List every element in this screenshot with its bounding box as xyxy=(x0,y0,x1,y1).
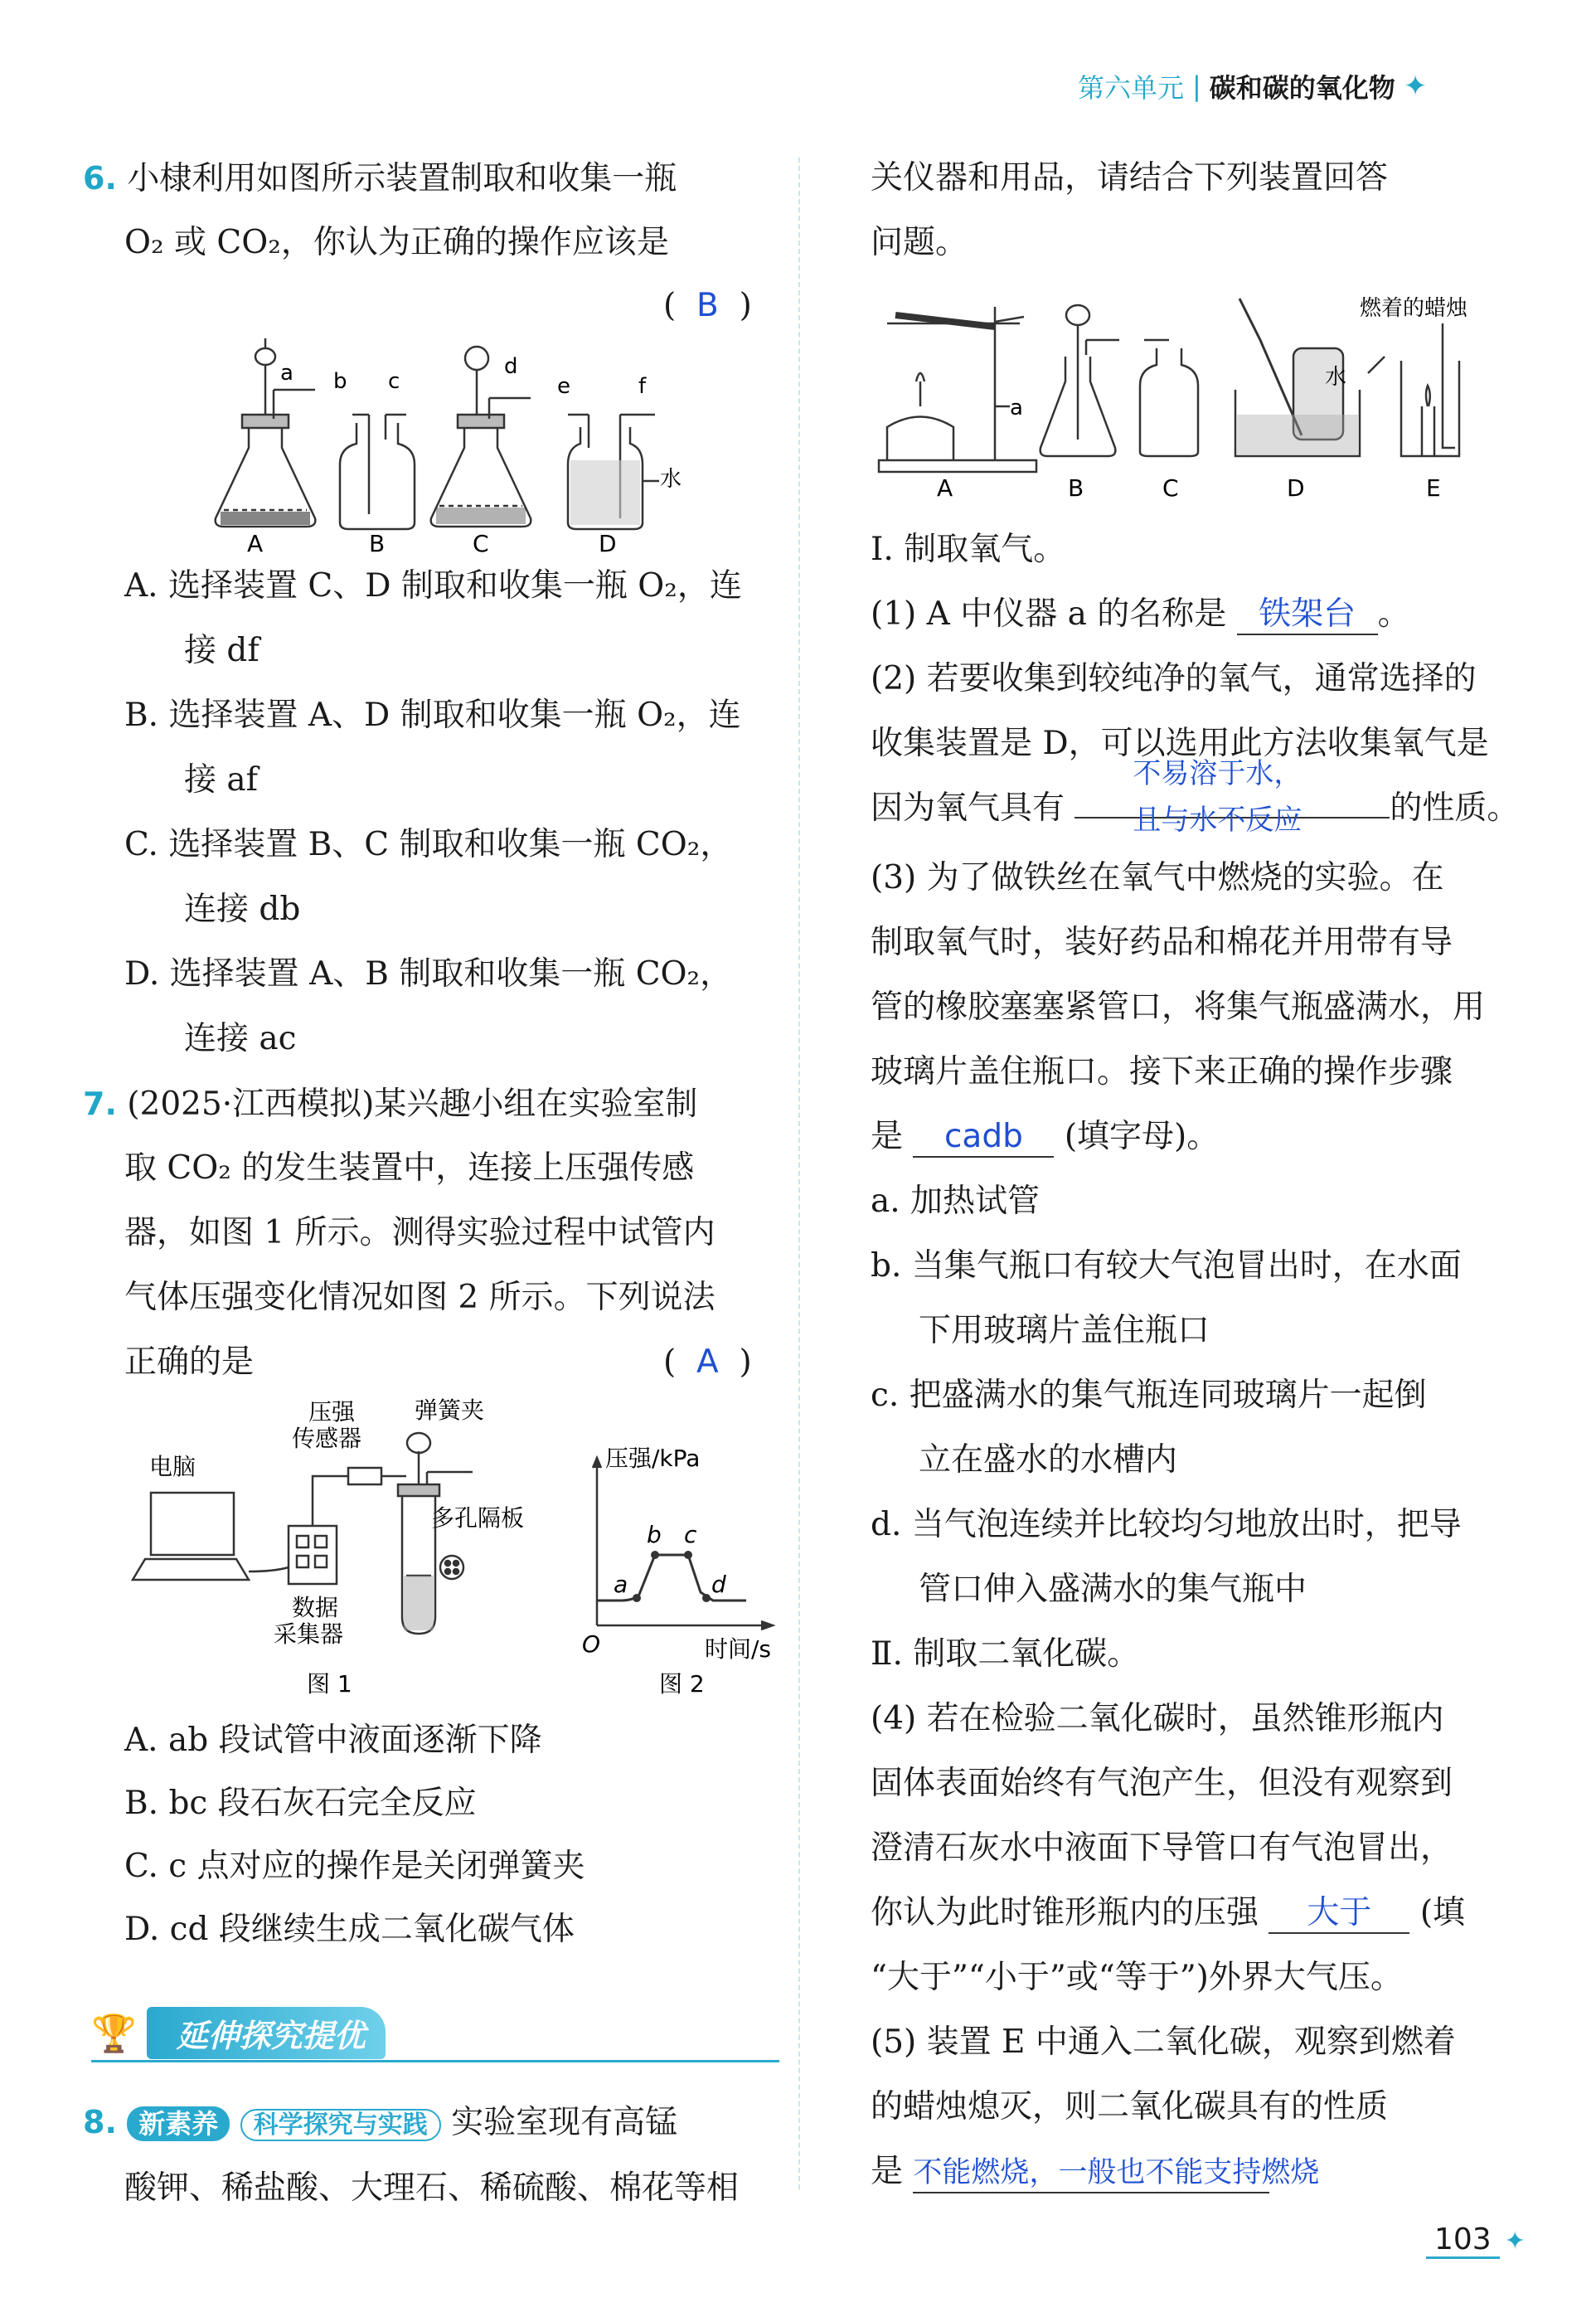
q6-answer-bracket: ( B ) xyxy=(663,287,752,324)
q8-sub2-line1: (2) 若要收集到较纯净的氧气，通常选择的 xyxy=(871,660,1477,697)
q8-sub4-line3: 澄清石灰水中液面下导管口有气泡冒出， xyxy=(871,1829,1453,1867)
q6-option-a-cont: 接 df xyxy=(184,632,260,669)
fig-label-B: B xyxy=(1068,474,1084,502)
question-number: 8. xyxy=(83,2104,117,2140)
q7-stem-line1 xyxy=(83,1071,697,1137)
point-d-label: d xyxy=(711,1571,726,1598)
q6-option-b-cont: 接 af xyxy=(184,761,259,799)
sub1-end: 。 xyxy=(1377,595,1410,633)
sub1-answer: 铁架台 xyxy=(1237,595,1378,635)
sparkle-icon: ✦ xyxy=(1504,2226,1526,2256)
fig-label-e: e xyxy=(557,374,570,399)
step-c: c. 把盛满水的集气瓶连同玻璃片一起倒 xyxy=(871,1377,1427,1414)
graph-origin: O xyxy=(582,1630,601,1658)
header-separator: | xyxy=(1192,70,1201,102)
q6-option-c: C. 选择装置 B、C 制取和收集一瓶 CO₂， xyxy=(124,826,733,863)
step-b: b. 当集气瓶口有较大气泡冒出时，在水面 xyxy=(871,1247,1462,1285)
new-literacy-tag: 新素养 xyxy=(127,2106,230,2141)
q7-stem-line5: 正确的是 xyxy=(124,1343,255,1381)
fig-label-water: 水 xyxy=(1325,365,1347,390)
q8-sub5-line2: 的蜡烛熄灭，则二氧化碳具有的性质 xyxy=(871,2088,1389,2125)
q6-apparatus-figure xyxy=(191,323,688,556)
q8-sub4-line4 xyxy=(871,1881,1465,1946)
fig-label-candle: 燃着的蜡烛 xyxy=(1360,296,1468,321)
graph-y-label: 压强/kPa xyxy=(605,1445,701,1472)
fig-label-C: C xyxy=(473,530,489,556)
sub2-text: 因为氧气具有 xyxy=(871,789,1065,827)
fig-label-c: c xyxy=(388,369,400,394)
part2-title: Ⅱ. 制取二氧化碳。 xyxy=(871,1635,1140,1673)
q8-sub2-line2: 收集装置是 D，可以选用此方法收集氧气是 xyxy=(871,725,1489,762)
q7-stem-line4: 气体压强变化情况如图 2 所示。下列说法 xyxy=(124,1279,716,1316)
page-number: 103 xyxy=(1426,2222,1500,2259)
sub3-answer: cadb xyxy=(913,1118,1054,1158)
sub4-text: 你认为此时锥形瓶内的压强 xyxy=(871,1894,1259,1931)
fig-label-B: B xyxy=(369,530,386,556)
fig-label-d: d xyxy=(504,354,518,379)
step-d-cont: 管口伸入盛满水的集气瓶中 xyxy=(919,1571,1307,1608)
sparkle-icon: ✦ xyxy=(1403,70,1428,103)
label-spring-clip: 弹簧夹 xyxy=(415,1397,485,1424)
unit-label: 第六单元 xyxy=(1078,72,1185,104)
q8-apparatus-figure xyxy=(871,290,1517,506)
question-number: 7. xyxy=(83,1086,117,1122)
sub2-end: 的性质。 xyxy=(1390,789,1520,827)
label-porous-plate: 多孔隔板 xyxy=(431,1504,525,1532)
q8-sub4-line5: “大于”“小于”或“等于”)外界大气压。 xyxy=(871,1959,1403,1996)
point-b-label: b xyxy=(647,1521,662,1548)
step-a: a. 加热试管 xyxy=(871,1183,1041,1220)
q7-stem-text1: (2025·江西模拟)某兴趣小组在实验室制 xyxy=(127,1086,698,1123)
q8-stem-text1: 实验室现有高锰 xyxy=(451,2104,678,2141)
fig1-caption: 图 1 xyxy=(307,1670,352,1698)
q8-stem-line3: 关仪器和用品，请结合下列装置回答 xyxy=(871,159,1389,197)
point-c-label: c xyxy=(684,1521,697,1548)
q7-option-d: D. cd 段继续生成二氧化碳气体 xyxy=(124,1911,575,1948)
part1-title: Ⅰ. 制取氧气。 xyxy=(871,531,1066,568)
sub3-end: (填字母)。 xyxy=(1064,1118,1220,1155)
q6-stem-line2: O₂ 或 CO₂，你认为正确的操作应该是 xyxy=(124,224,669,261)
q7-answer-bracket: ( A ) xyxy=(663,1343,752,1381)
q6-option-d-cont: 连接 ac xyxy=(184,1020,297,1057)
label-computer: 电脑 xyxy=(149,1453,196,1480)
q6-option-a: A. 选择装置 C、D 制取和收集一瓶 O₂，连 xyxy=(124,567,742,605)
fig-label-D: D xyxy=(1287,474,1305,502)
label-sensor-line1: 压强 xyxy=(308,1398,356,1426)
q7-answer: A xyxy=(696,1343,719,1381)
fig-label-a: a xyxy=(1010,396,1023,420)
fig-label-A: A xyxy=(247,530,264,556)
q8-sub3-line4: 玻璃片盖住瓶口。接下来正确的操作步骤 xyxy=(871,1053,1453,1091)
fig-label-C: C xyxy=(1162,474,1179,502)
q6-option-d: D. 选择装置 A、B 制取和收集一瓶 CO₂， xyxy=(124,955,733,993)
sub2-answer-line1: 不易溶于水， xyxy=(1133,757,1303,790)
q8-sub1 xyxy=(871,582,1410,647)
label-collector-line1: 数据 xyxy=(292,1594,339,1621)
q6-stem-text1: 小棣利用如图所示装置制取和收集一瓶 xyxy=(127,160,677,197)
sub5-answer: 不能燃烧，一般也不能支持燃烧 xyxy=(913,2154,1269,2193)
trophy-icon: 🏆 xyxy=(91,2012,137,2055)
q7-figure xyxy=(116,1393,779,1708)
sub1-text: (1) A 中仪器 a 的名称是 xyxy=(871,595,1227,633)
q7-option-b: B. bc 段石灰石完全反应 xyxy=(124,1785,477,1822)
fig-label-f: f xyxy=(638,374,647,399)
sub5-text: 是 xyxy=(871,2153,904,2190)
q8-stem-line4: 问题。 xyxy=(871,224,968,261)
sub4-end: (填 xyxy=(1419,1894,1466,1931)
label-collector-line2: 采集器 xyxy=(274,1620,344,1648)
page-number-block xyxy=(1426,2222,1526,2259)
banner-underline xyxy=(91,2060,779,2062)
fig-label-water: 水 xyxy=(660,467,682,492)
column-divider xyxy=(798,158,800,2189)
q6-stem-line1 xyxy=(83,146,677,211)
step-d: d. 当气泡连续并比较均匀地放出时，把导 xyxy=(871,1506,1462,1543)
q8-sub3-line5 xyxy=(871,1105,1219,1169)
step-c-cont: 立在盛水的水槽内 xyxy=(919,1441,1178,1479)
chapter-title: 碳和碳的氧化物 xyxy=(1209,72,1395,104)
label-sensor-line2: 传感器 xyxy=(292,1425,362,1452)
q6-answer: B xyxy=(696,287,719,324)
fig-label-a: a xyxy=(280,361,293,386)
q8-sub2-line3 xyxy=(871,757,1520,841)
q8-sub3-line1: (3) 为了做铁丝在氧气中燃烧的实验。在 xyxy=(871,859,1444,896)
q6-option-c-cont: 连接 db xyxy=(184,891,301,928)
q8-sub4-line1: (4) 若在检验二氧化碳时，虽然锥形瓶内 xyxy=(871,1700,1444,1737)
science-practice-tag: 科学探究与实践 xyxy=(240,2109,441,2141)
q8-sub5-line3 xyxy=(871,2140,1320,2204)
q8-sub5-line1: (5) 装置 E 中通入二氧化碳，观察到燃着 xyxy=(871,2023,1456,2061)
sub3-text: 是 xyxy=(871,1118,904,1155)
q7-stem-line2: 取 CO₂ 的发生装置中，连接上压强传感 xyxy=(124,1149,695,1187)
step-b-cont: 下用玻璃片盖住瓶口 xyxy=(919,1312,1210,1349)
q8-sub4-line2: 固体表面始终有气泡产生，但没有观察到 xyxy=(871,1765,1453,1802)
fig2-caption: 图 2 xyxy=(659,1670,705,1698)
q8-stem-line2: 酸钾、稀盐酸、大理石、稀硫酸、棉花等相 xyxy=(124,2169,740,2207)
q7-stem-line3: 器，如图 1 所示。测得实验过程中试管内 xyxy=(124,1214,716,1251)
question-number: 6. xyxy=(83,160,117,197)
sub2-answer-line2: 且与水不反应 xyxy=(1133,804,1303,837)
section-title: 延伸探究提优 xyxy=(147,2007,386,2059)
q8-stem-line1 xyxy=(83,2090,677,2158)
water-fill xyxy=(570,460,640,525)
fig-label-b: b xyxy=(333,369,347,394)
q8-sub3-line2: 制取氧气时，装好药品和棉花并用带有导 xyxy=(871,924,1453,961)
section-banner xyxy=(91,2007,386,2059)
sub4-answer: 大于 xyxy=(1269,1894,1409,1934)
q7-option-a: A. ab 段试管中液面逐渐下降 xyxy=(124,1722,542,1759)
fig-label-A: A xyxy=(937,474,953,502)
q6-option-b: B. 选择装置 A、D 制取和收集一瓶 O₂，连 xyxy=(124,697,741,734)
page-header xyxy=(1078,66,1427,106)
graph-x-label: 时间/s xyxy=(705,1635,772,1663)
q7-option-c: C. c 点对应的操作是关闭弹簧夹 xyxy=(124,1848,585,1885)
point-a-label: a xyxy=(614,1571,628,1598)
sub2-answer-blank xyxy=(1075,757,1390,837)
fig-label-E: E xyxy=(1426,474,1441,502)
q8-sub3-line3: 管的橡胶塞塞紧管口，将集气瓶盛满水，用 xyxy=(871,989,1486,1026)
fig-label-D: D xyxy=(599,530,617,556)
